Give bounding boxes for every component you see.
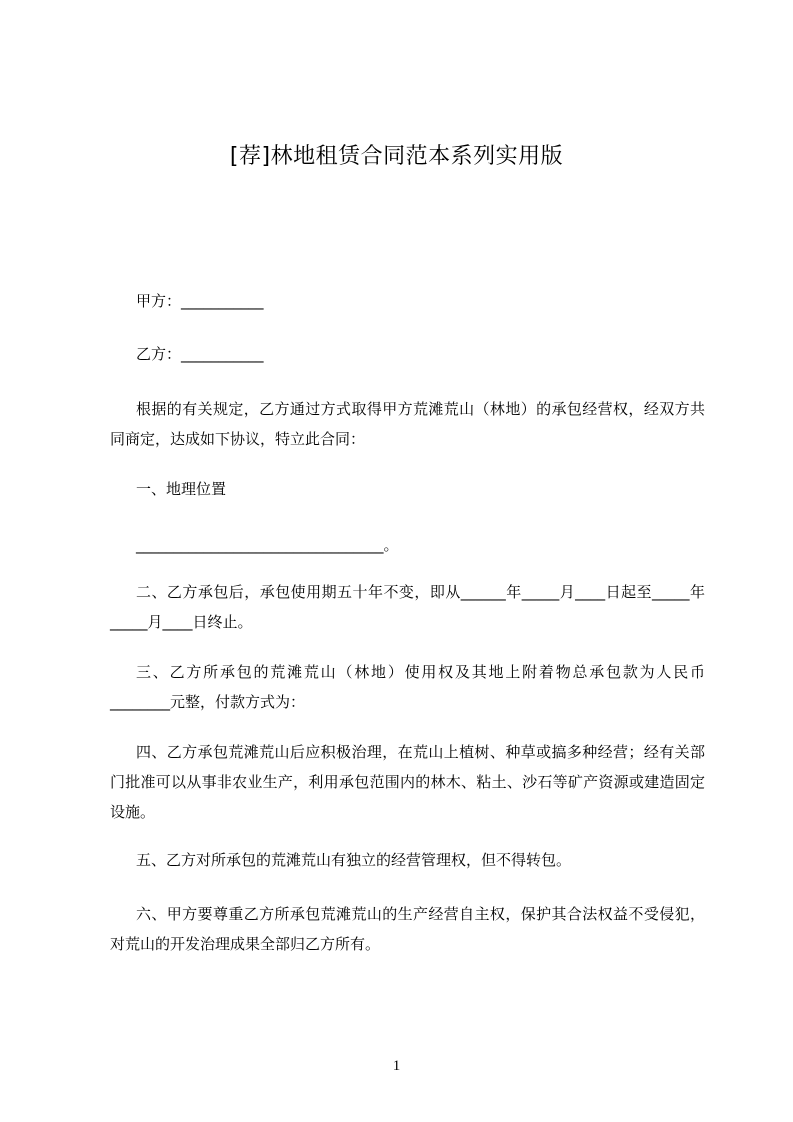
section-2-paragraph: 二、乙方承包后，承包使用期五十年不变，即从______年_____月____日起至_____年_____月____日终止。 (110, 583, 705, 631)
page-number: 1 (392, 1058, 401, 1074)
intro-paragraph: 根据的有关规定，乙方通过方式取得甲方荒滩荒山（林地）的承包经营权，经双方共同商定，达成如下协议，特立此合同： (110, 400, 705, 448)
section-3-paragraph: 三、乙方所承包的荒滩荒山（林地）使用权及其地上附着物总承包款为人民币________元整，付款方式为： (110, 663, 705, 711)
section-1-heading: 一、地理位置 (136, 480, 227, 498)
section-5-paragraph: 五、乙方对所承包的荒滩荒山有独立的经营管理权，但不得转包。 (136, 851, 572, 869)
section-4-paragraph: 四、乙方承包荒滩荒山后应积极治理，在荒山上植树、种草或搞多种经营；经有关部门批准可以从事非农业生产，利用承包范围内的林木、粘土、沙石等矿产资源或建造固定设施。 (110, 743, 705, 821)
document-title: [荐]林地租赁合同范本系列实用版 (229, 144, 564, 169)
party-a-line: 甲方：___________ (136, 292, 264, 310)
party-b-line: 乙方：___________ (136, 345, 264, 363)
section-1-blank: _________________________________。 (136, 536, 399, 554)
section-6-paragraph: 六、甲方要尊重乙方所承包荒滩荒山的生产经营自主权，保护其合法权益不受侵犯，对荒山的开发治理成果全部归乙方所有。 (110, 905, 705, 953)
